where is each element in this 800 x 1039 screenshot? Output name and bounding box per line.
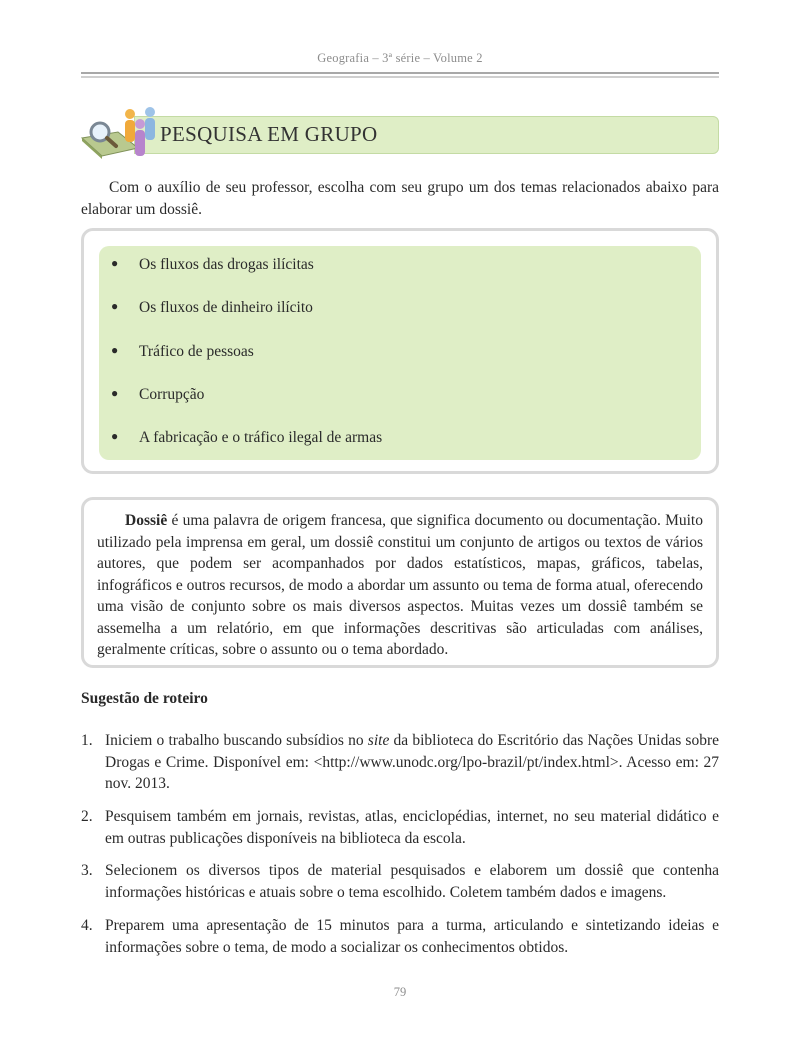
step-emphasis: site bbox=[367, 732, 390, 749]
guide-heading: Sugestão de roteiro bbox=[81, 690, 208, 707]
definition-term: Dossiê bbox=[125, 512, 168, 529]
guide-step bbox=[81, 730, 719, 795]
bullet-icon: ● bbox=[111, 299, 119, 313]
section-title: PESQUISA EM GRUPO bbox=[160, 122, 378, 146]
step-number: 2. bbox=[81, 808, 93, 825]
topic-label: Os fluxos das drogas ilícitas bbox=[139, 256, 314, 273]
intro-paragraph: Com o auxílio de seu professor, escolha com seu grupo um dos temas relacionados abaixo para elaborar um dossiê. bbox=[81, 179, 719, 218]
topic-label: Corrupção bbox=[139, 386, 205, 403]
group-research-icon bbox=[80, 104, 160, 162]
list-item bbox=[111, 256, 314, 274]
header-rule bbox=[81, 72, 719, 78]
page-number: 79 bbox=[393, 985, 407, 999]
step-number: 4. bbox=[81, 917, 93, 934]
guide-step bbox=[81, 915, 719, 958]
definition-paragraph bbox=[97, 510, 703, 661]
step-text: Selecionem os diversos tipos de material pesquisados e elaborem um dossiê que contenha informações históricas e atuais sobre o tema escolhido. Coletem também dados e imagens. bbox=[105, 862, 719, 901]
topic-label: Os fluxos de dinheiro ilícito bbox=[139, 299, 313, 316]
guide-step bbox=[81, 806, 719, 849]
list-item bbox=[111, 429, 382, 447]
list-item bbox=[111, 343, 254, 361]
running-header: Geografia – 3ª série – Volume 2 bbox=[317, 51, 483, 65]
list-item bbox=[111, 386, 204, 404]
step-text bbox=[105, 730, 719, 795]
step-number: 3. bbox=[81, 862, 93, 879]
step-text-part: Iniciem o trabalho buscando subsídios no bbox=[105, 732, 368, 749]
topic-label: A fabricação e o tráfico ilegal de armas bbox=[139, 429, 383, 446]
bullet-icon: ● bbox=[111, 386, 119, 400]
step-text: Preparem uma apresentação de 15 minutos para a turma, articulando e sintetizando ideias e informações sobre o tema, de modo a socializar os conhecimentos obtidos. bbox=[105, 917, 719, 956]
topic-label: Tráfico de pessoas bbox=[139, 343, 254, 360]
step-number: 1. bbox=[81, 732, 93, 749]
bullet-icon: ● bbox=[111, 256, 119, 270]
definition-body: é uma palavra de origem francesa, que significa documento ou documentação. Muito utilizado pela imprensa em geral, um dossiê constitui um conjunto de artigos ou textos de vários autores, que podem ser acompanhados por dados estatísticos, mapas, gráficos, tabelas, infográficos e outros recursos, de modo a abordar um assunto ou tema de forma atual, oferecendo uma visão de conjunto sobre os mais diversos aspectos. Muitas vezes um dossiê também se assemelha a um relatório, em que informações descritivas são articuladas com análises, geralmente críticas, sobre o assunto ou o tema abordado. bbox=[97, 512, 703, 658]
bullet-icon: ● bbox=[111, 429, 119, 443]
list-item bbox=[111, 299, 313, 317]
step-text-part: da biblioteca do Escritório das Nações Unidas sobre Drogas e Crime. Disponível em: <http://www.unodc.org/lpo-brazil/pt/index.html>. Acesso em: 27 nov. 2013. bbox=[105, 732, 720, 792]
step-text: Pesquisem também em jornais, revistas, atlas, enciclopédias, internet, no seu material didático e em outras publicações disponíveis na biblioteca da escola. bbox=[105, 808, 719, 847]
guide-step bbox=[81, 860, 719, 903]
bullet-icon: ● bbox=[111, 343, 119, 357]
